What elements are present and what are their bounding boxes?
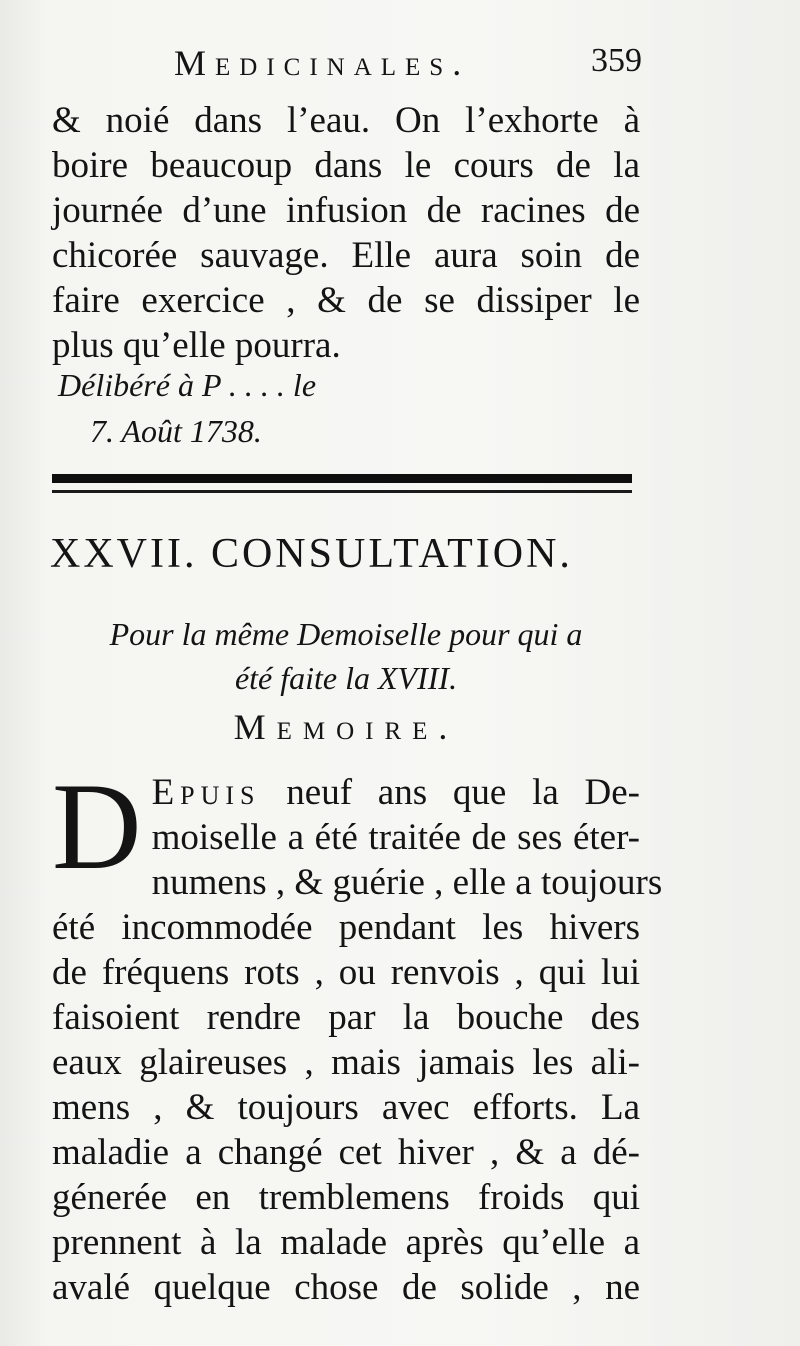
text-line: été incommodée pendant les hivers [52, 907, 640, 948]
signature-place: Délibéré à P . . . . le [58, 367, 317, 403]
text-fragment: neuf ans que la De- [260, 772, 640, 813]
signature-date: 7. Août 1738. [90, 413, 262, 449]
text-line: avalé quelque chose de solide , ne [52, 1267, 640, 1308]
text-line: numens , & guérie , elle a toujours [151, 862, 663, 903]
subtitle-line: été faite la XVIII. [234, 660, 458, 696]
consultation-subtitle [52, 612, 640, 700]
deliberation-signature [58, 362, 316, 454]
drop-cap: D [52, 758, 142, 895]
text-line: moiselle a été traitée de ses éter- [151, 817, 640, 858]
text-line: génerée en tremblemens froids qui [52, 1177, 640, 1218]
memoire-heading: Memoire. [233, 707, 459, 747]
text-line: eaux glaireuses , mais jamais les ali- [52, 1042, 640, 1083]
section-rule-thin [52, 490, 632, 493]
text-line: chicorée sauvage. Elle aura soin de [52, 235, 640, 276]
page-number: 359 [591, 42, 642, 79]
consultation-title: XXVII. CONSULTATION. [50, 531, 573, 577]
text-line: faire exercice , & de se dissiper le [52, 280, 640, 321]
text-line: mens , & toujours avec efforts. La [52, 1087, 640, 1128]
text-line: boire beaucoup dans le cours de la [52, 145, 640, 186]
text-line: journée d’une infusion de racines de [52, 190, 640, 231]
section-rule-thick [52, 474, 632, 483]
first-words: Epuis [151, 772, 261, 813]
subtitle-line: Pour la même Demoiselle pour qui a [109, 616, 583, 652]
text-line: de fréquens rots , ou renvois , qui lui [52, 952, 640, 993]
carryover-paragraph [52, 98, 640, 368]
text-line: & noié dans l’eau. On l’exhorte à [52, 100, 640, 141]
text-line: maladie a changé cet hiver , & a dé- [52, 1132, 640, 1173]
text-line: plus qu’elle pourra. [52, 325, 341, 366]
memoire-paragraph [52, 758, 663, 1310]
page-header [52, 42, 642, 90]
running-head: Medicinales. [174, 43, 471, 83]
text-line: prennent à la malade après qu’elle a [52, 1222, 640, 1263]
text-line: faisoient rendre par la bouche des [52, 997, 640, 1038]
